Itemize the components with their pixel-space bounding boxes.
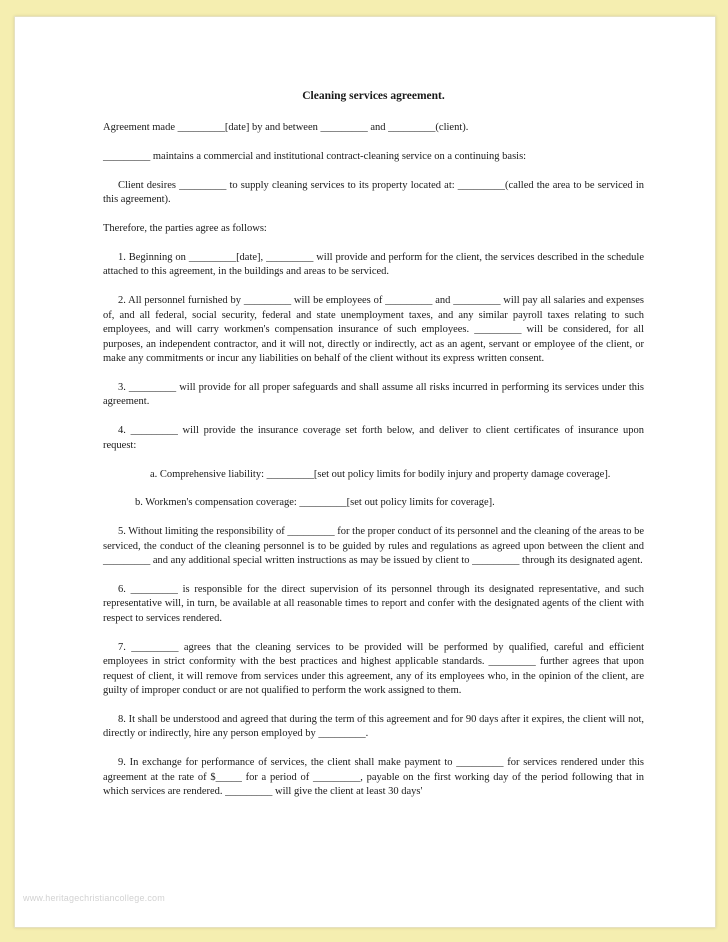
document-body [103, 89, 644, 814]
clause-9: 9. In exchange for performance of services, the client shall make payment to _________ for services rendered under this agreement at the rate of $_____ for a period of _________, payable on the first working day of the period following that in which services are rendered. _________ will give the client at least 30 days' [103, 757, 644, 797]
paragraph-agreement-made: Agreement made _________[date] by and between _________ and _________(client). [103, 122, 469, 133]
clause-7: 7. _________ agrees that the cleaning services to be provided will be performed by qualified, careful and efficient employees in strict conformity with the best practices and highest applicable standards. _________ further agrees that upon request of client, it will remove from services under this agreement, any of its employees who, in the opinion of the client, are guilty of improper conduct or are not qualified to perform the work assigned to them. [103, 641, 644, 696]
clause-6: 6. _________ is responsible for the direct supervision of its personnel through its designated representative, and such representative will, in turn, be available at all reasonable times to report and confer with the designated agents of the client with respect to services rendered. [103, 584, 644, 624]
watermark-text: www.heritagechristiancollege.com [23, 893, 165, 903]
clause-5: 5. Without limiting the responsibility of _________ for the proper conduct of its personnel and the cleaning of the areas to be serviced, the conduct of the cleaning personnel is to be guided by rules and regulations as agreed upon between the client and _________ and any additional special written instructions as may be issued by client to _________ through its designated agent. [103, 526, 645, 567]
clause-2: 2. All personnel furnished by _________ will be employees of _________ and _________ will pay all salaries and expenses of, and all federal, social security, federal and state unemployment taxes, and any similar payroll taxes relating to such employees, and will carry workmen's compensation insurance of such employees. _________ will be considered, for all purposes, an independent contractor, and it will not, directly or indirectly, act as an agent, servant or employee of the client, or make any commitments or incur any liabilities on behalf of the client without its express written consent. [103, 295, 644, 364]
paragraph-therefore: Therefore, the parties agree as follows: [103, 223, 267, 235]
clause-4a: a. Comprehensive liability: _________[set out policy limits for bodily injury and property damage coverage]. [150, 468, 611, 480]
paragraph-client-desires: Client desires _________ to supply cleaning services to its property located at: _________(called the area to be serviced in this agreement). [103, 179, 644, 206]
clause-3: 3. _________ will provide for all proper safeguards and shall assume all risks incurred in performing its services under this agreement. [103, 381, 644, 408]
paragraph-maintains: _________ maintains a commercial and institutional contract-cleaning service on a continuing basis: [103, 150, 527, 162]
clause-4b: b. Workmen's compensation coverage: _________[set out policy limits for coverage]. [135, 497, 495, 509]
clause-1: 1. Beginning on _________[date], _________ will provide and perform for the client, the services described in the schedule attached to this agreement, in the buildings and areas to be serviced. [103, 252, 644, 278]
document-title: Cleaning services agreement. [302, 90, 445, 102]
clause-8: 8. It shall be understood and agreed that during the term of this agreement and for 90 days after it expires, the client will not, directly or indirectly, hire any person employed by _________. [103, 713, 644, 740]
clause-4: 4. _________ will provide the insurance coverage set forth below, and deliver to client certificates of insurance upon request: [103, 425, 644, 451]
document-page [14, 16, 716, 928]
